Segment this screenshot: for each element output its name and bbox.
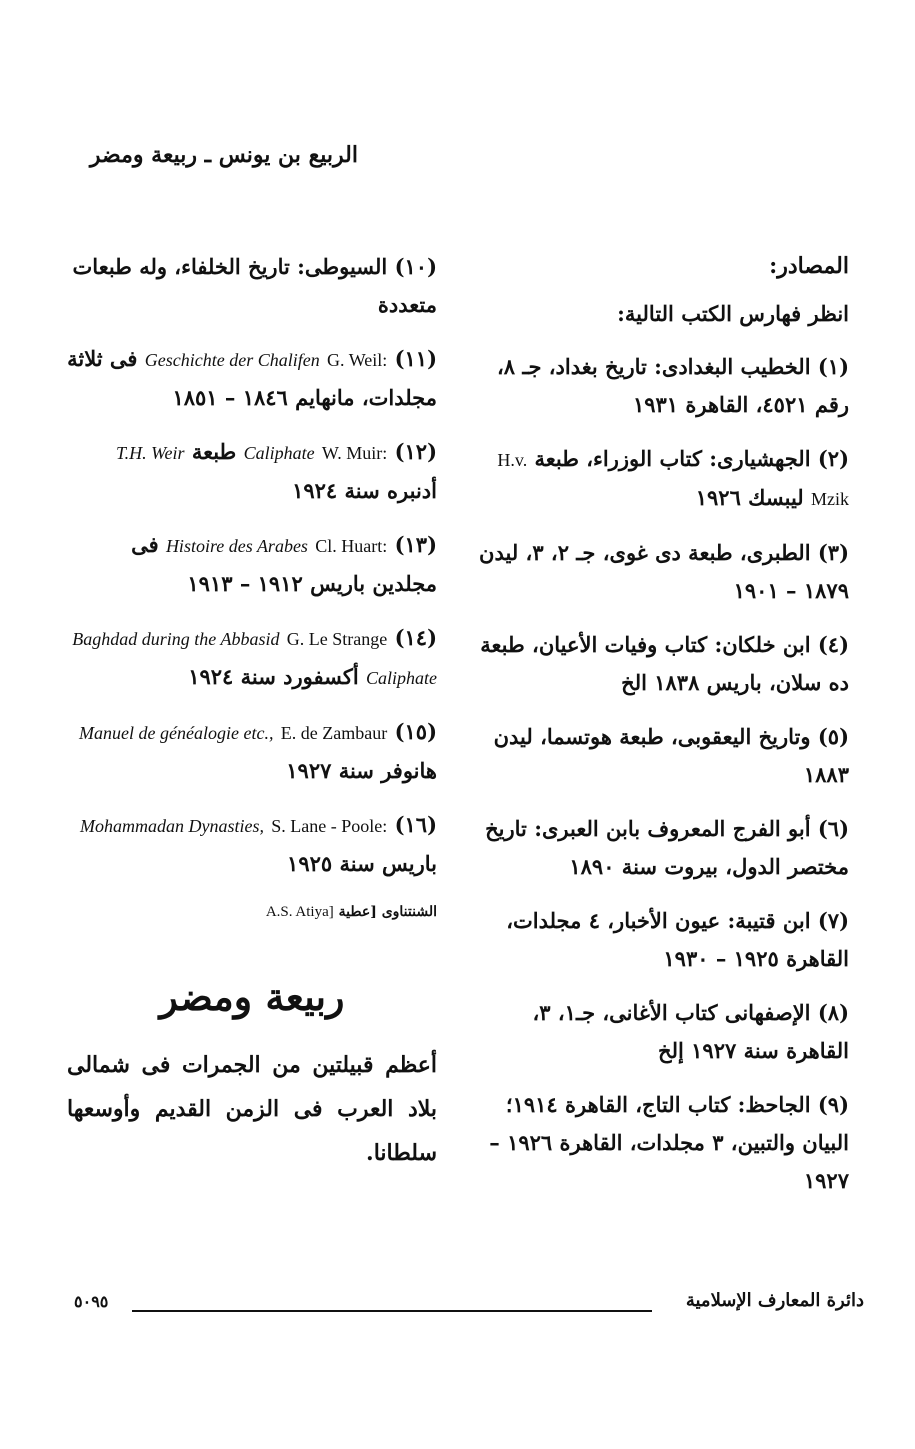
source-entry-8 [469,994,849,1070]
entry-number: (٤) [817,632,849,657]
source-entry-10 [67,248,437,324]
entry-latin-title: Manuel de généalogie etc., [79,723,274,743]
entry-number: (٨) [817,1000,849,1025]
entry-number: (٦) [817,816,849,841]
entry-text: هانوفر سنة ١٩٢٧ [286,758,437,783]
source-entry-7 [469,902,849,978]
entry-number: (١٢) [394,439,437,464]
source-entry-3 [469,534,849,610]
entry-number: (١) [817,354,849,379]
entry-number: (١٤) [394,625,437,650]
entry-text: أكسفورد سنة ١٩٢٤ [188,664,359,689]
source-entry-14 [67,619,437,697]
author-name-arabic: الشنتناوى [عطية [338,904,437,920]
right-column [469,248,849,1216]
entry-latin-title: Mohammadan Dynasties, [79,816,264,836]
entry-text: ابن خلكان: كتاب وفيات الأعيان، طبعة ده سلان، باريس ١٨٣٨ الخ [480,632,849,695]
author-name-latin: A.S. Atiya] [265,904,334,920]
entry-latin-author: S. Lane - Poole: [271,816,388,836]
source-entry-15 [67,713,437,790]
entry-latin-title: Geschichte der Chalifen [144,350,320,370]
entry-latin: H.v. Mzik [497,450,849,509]
entry-number: (٥) [817,724,849,749]
entry-latin-author: G. Weil: [327,350,388,370]
entry-number: (٩) [817,1092,849,1117]
entry-text: ابن قتيبة: عيون الأخبار، ٤ مجلدات، القاهرة ١٩٢٥ – ١٩٣٠ [506,908,849,971]
entry-text: الجاحظ: كتاب التاج، القاهرة ١٩١٤؛ البيان والتبين، ٣ مجلدات، القاهرة ١٩٢٦ – ١٩٢٧ [489,1092,849,1193]
source-entry-12 [67,433,437,510]
entry-text: الجهشيارى: كتاب الوزراء، طبعة [534,446,811,471]
source-entry-13 [67,526,437,603]
source-entry-11 [67,340,437,417]
entry-latin-title: Histoire des Arabes [165,536,308,556]
entry-text: فى مجلدين باريس ١٩١٢ – ١٩١٣ [131,532,437,596]
author-signature [67,899,437,925]
source-entry-6 [469,810,849,886]
entry-latin-editor: T.H. Weir [116,443,185,463]
source-entry-9 [469,1086,849,1200]
entry-text: باريس سنة ١٩٢٥ [287,851,437,876]
entry-text-b: أدنبره سنة ١٩٢٤ [292,478,437,503]
entry-text: الإصفهانى كتاب الأغانى، جـ١، ٣، القاهرة سنة ١٩٢٧ إلخ [532,1000,849,1063]
sources-heading: المصادر: [769,253,849,279]
entry-text: فى ثلاثة مجلدات، مانهايم ١٨٤٦ – ١٨٥١ [67,346,437,410]
page-number: ٥٠٩٥ [74,1292,109,1311]
entry-number: (١٥) [394,719,437,744]
source-entry-4 [469,626,849,702]
source-entry-5 [469,718,849,794]
article-title: ربيعة ومضر [159,974,345,1019]
entry-number: (٧) [817,908,849,933]
entry-latin-author: W. Muir: [321,443,388,463]
entry-latin-author: G. Le Strange [286,629,388,649]
entry-text: السيوطى: تاريخ الخلفاء، وله طبعات متعددة [72,254,437,317]
entry-text: أبو الفرج المعروف بابن العبرى: تاريخ مختصر الدول، بيروت سنة ١٨٩٠ [485,816,849,879]
entry-number: (٢) [817,446,849,471]
entry-latin-author: E. de Zambaur [280,723,388,743]
entry-number: (١٣) [394,532,437,557]
entry-text: الخطيب البغدادى: تاريخ بغداد، جـ ٨، رقم ٤٥٢١، القاهرة ١٩٣١ [496,354,849,417]
entry-latin-author: Cl. Huart: [315,536,388,556]
page-footer [74,1290,864,1320]
entry-text: الطبرى، طبعة دى غوى، جـ ٢، ٣، ليدن ١٨٧٩ – ١٩٠١ [479,540,849,603]
footer-title: دائرة المعارف الإسلامية [685,1290,864,1311]
source-entry-2 [469,440,849,518]
entry-text: طبعة [191,439,237,464]
entry-number: (٣) [817,540,849,565]
sources-intro: انظر فهارس الكتب التالية: [617,301,849,326]
entry-text-b: ليبسك ١٩٢٦ [695,485,804,510]
entry-number: (١٠) [394,254,437,279]
entry-latin-title: Caliphate [243,443,315,463]
source-entry-1 [469,348,849,424]
running-head: الربيع بن يونس ـ ربيعة ومضر [89,142,358,168]
entry-number: (١١) [394,346,437,371]
entry-text: وتاريخ اليعقوبى، طبعة هوتسما، ليدن ١٨٨٣ [493,724,849,787]
article-body: أعظم قبيلتين من الجمرات فى شمالى بلاد العرب فى الزمن القديم وأوسعها سلطانا. [67,1052,437,1166]
footer-rule [132,1310,652,1312]
source-entry-16 [67,806,437,883]
left-column [67,248,437,1175]
entry-number: (١٦) [394,812,437,837]
entry-latin-title: Baghdad during the Abbasid Caliphate [72,629,437,688]
